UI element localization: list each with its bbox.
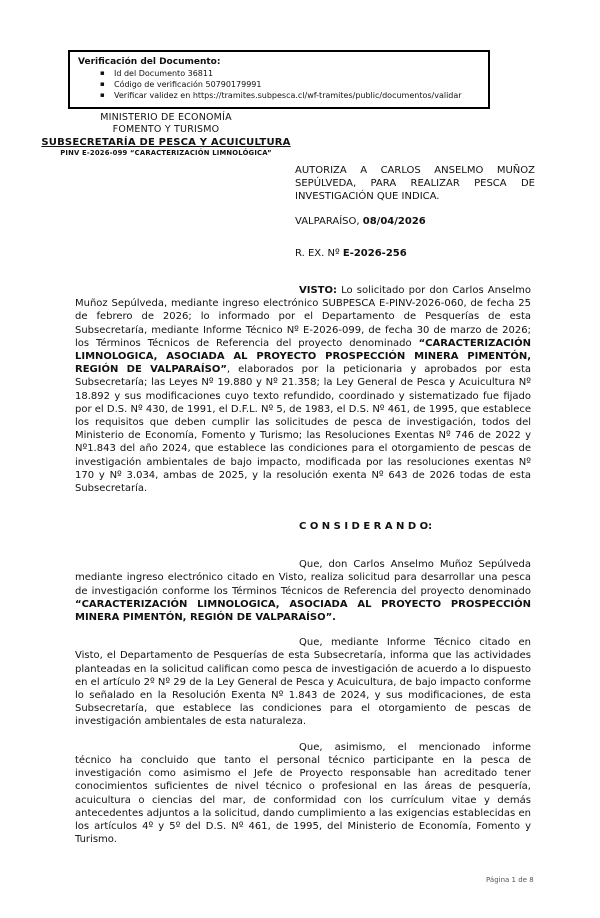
subsecretaria-line: SUBSECRETARÍA DE PESCA Y ACUICULTURA	[41, 137, 291, 148]
bullet-icon: ▪	[100, 69, 105, 77]
considerando-paragraph-2: Que, mediante Informe Técnico citado en Visto, el Departamento de Pesquerías de esta Subsecretaría, informa que las actividades planteadas en la solicitud califican como pesca de investigación de acuerdo a lo dispuesto en el artículo 2º Nº 29 de la Ley General de Pesca y Acuicultura, de bajo impacto conforme lo señalado en la Resolución Exenta Nº 1.843 de 2024, y sus modificaciones, de esta Subsecretaría, que establece las condiciones para el otorgamiento de pescas de investigación ambientales de esta naturaleza.	[75, 637, 531, 728]
visto-project-name: “CARACTERIZACIÓN LIMNOLOGICA, ASOCIADA AL PROYECTO PROSPECCIÓN MINERA PIMENTÓN, REGIÓN DE VALPARAÍSO”	[75, 337, 531, 376]
verification-item-doc-id	[78, 68, 480, 79]
verification-item-url	[78, 90, 480, 101]
resolution-prefix: R. EX. Nº	[295, 248, 340, 259]
project-ref-line: PINV E-2026-099 “CARACTERIZACIÓN LIMNOLÓGICA”	[60, 149, 272, 157]
verification-item-code	[78, 79, 480, 90]
considerando-paragraph-1	[75, 558, 531, 624]
considerando-p1-text: Que, don Carlos Anselmo Muñoz Sepúlveda mediante ingreso electrónico citado en Visto, realiza solicitud para desarrollar una pesca de investigación conforme los Términos Técnicos de Referencia del proyecto denominado	[75, 559, 531, 597]
visto-text-2: , elaborados por la peticionaria y aprobados por esta Subsecretaría; las Leyes Nº 19.880 y Nº 21.358; la Ley General de Pesca y Acuicultura Nº 18.892 y sus modificaciones cuyo texto refundido, coordinado y sistematizado fue fijado por el D.S. Nº 430, de 1991, el D.F.L. Nº 5, de 1983, el D.S. Nº 461, de 1995, que establece los requisitos que deben cumplir las solicitudes de pesca de investigación, todos del Ministerio de Economía, Fomento y Turismo; las Resoluciones Exentas Nº 746 de 2022 y Nº1.843 del año 2024, que establece las condiciones para el otorgamiento de pescas de investigación ambientales de bajo impacto, modificada por las resoluciones exentas Nº 170 y Nº 3.034, ambas de 2025, y la resolución exenta Nº 643 de 2026 todas de esta Subsecretaría.	[75, 364, 531, 495]
visto-text-1: Lo solicitado por don Carlos Anselmo Muñoz Sepúlveda, mediante ingreso electrónico SUBPESCA E-PINV-2026-060, de fecha 25 de febrero de 2026; lo informado por el Departamento de Pesquerías de esta Subsecretaría, mediante Informe Técnico Nº E-2026-099, de fecha 30 de marzo de 2026; los Términos Técnicos de Referencia del proyecto denominado	[75, 285, 531, 349]
verification-url-text: Verificar validez en https://tramites.subpesca.cl/wf-tramites/public/documentos/validar	[114, 91, 462, 100]
considerando-heading: C O N S I D E R A N D O:	[299, 521, 433, 533]
bullet-icon: ▪	[100, 91, 105, 99]
document-body	[75, 284, 531, 858]
visto-paragraph	[75, 284, 531, 495]
verification-title: Verificación del Documento:	[78, 57, 221, 67]
verification-box	[68, 50, 490, 109]
verification-code-text: Código de verificación 50790179991	[114, 80, 262, 89]
department-line: FOMENTO Y TURISMO	[112, 124, 220, 135]
ministry-line: MINISTERIO DE ECONOMÍA	[100, 112, 232, 123]
considerando-p1-project-name: “CARACTERIZACIÓN LIMNOLOGICA, ASOCIADA AL PROYECTO PROSPECCIÓN MINERA PIMENTÓN, REGIÓN DE VALPARAÍSO”.	[75, 598, 531, 624]
page-number: Página 1 de 8	[486, 876, 534, 884]
bullet-icon: ▪	[100, 80, 105, 88]
resolution-number-line	[295, 248, 407, 259]
verification-doc-id-text: Id del Documento 36811	[114, 69, 214, 78]
resolution-number: E-2026-256	[342, 248, 407, 259]
place-text: VALPARAÍSO,	[295, 216, 360, 227]
letterhead	[28, 112, 304, 158]
subject-text: AUTORIZA A CARLOS ANSELMO MUÑOZ SEPÚLVEDA, PARA REALIZAR PESCA DE INVESTIGACIÓN QUE INDICA.	[295, 165, 535, 202]
visto-label: VISTO:	[299, 285, 337, 296]
place-date-line	[295, 216, 426, 227]
considerando-paragraph-3: Que, asimismo, el mencionado informe técnico ha concluido que tanto el personal técnico participante en la pesca de investigación como asimismo el Jefe de Proyecto responsable han acreditado tener conocimientos suficientes de nivel técnico o profesional en las áreas de pesquería, acuicultura o ciencias del mar, de conformidad con los currículum vitae y demás antecedentes adjuntos a la solicitud, dando cumplimiento a las exigencias establecidas en los artículos 4º y 5º del D.S. Nº 461, de 1995, del Ministerio de Economía, Fomento y Turismo.	[75, 741, 531, 846]
date-text: 08/04/2026	[362, 216, 426, 227]
